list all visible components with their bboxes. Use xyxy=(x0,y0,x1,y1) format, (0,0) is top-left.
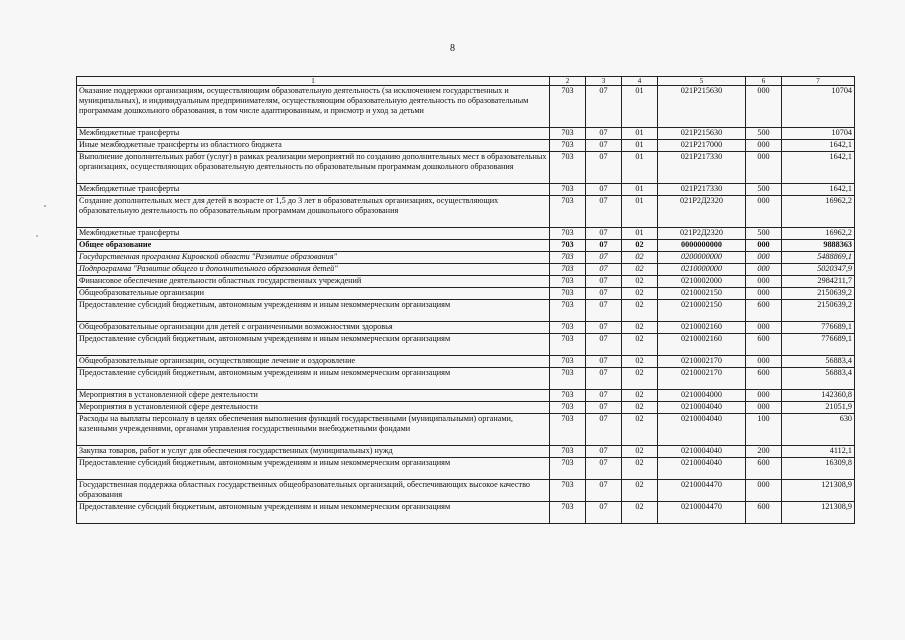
table-row xyxy=(77,300,855,322)
section-code-cell: 07 xyxy=(586,184,622,196)
target-item-code-cell: 0210000000 xyxy=(658,264,746,276)
subsection-code-cell: 01 xyxy=(622,196,658,228)
expense-type-code-cell: 600 xyxy=(746,334,782,356)
expense-type-code-cell: 000 xyxy=(746,276,782,288)
target-item-code-cell: 0210002150 xyxy=(658,300,746,322)
expense-name-cell: Общеобразовательные организации для детей с ограниченными возможностями здоровья xyxy=(77,322,550,334)
table-row xyxy=(77,322,855,334)
table-row xyxy=(77,414,855,446)
column-number: 6 xyxy=(746,77,782,86)
table-row xyxy=(77,264,855,276)
expense-name-cell: Предоставление субсидий бюджетным, автономным учреждениям и иным некоммерческим организациям xyxy=(77,334,550,356)
subsection-code-cell: 02 xyxy=(622,288,658,300)
department-code-cell: 703 xyxy=(550,300,586,322)
expense-type-code-cell: 000 xyxy=(746,152,782,184)
target-item-code-cell: 021Р2Д2320 xyxy=(658,196,746,228)
table-row xyxy=(77,184,855,196)
section-code-cell: 07 xyxy=(586,502,622,524)
column-number: 2 xyxy=(550,77,586,86)
subsection-code-cell: 01 xyxy=(622,184,658,196)
subsection-code-cell: 02 xyxy=(622,402,658,414)
amount-cell: 5020347,9 xyxy=(782,264,855,276)
department-code-cell: 703 xyxy=(550,414,586,446)
expense-name-cell: Государственная поддержка областных государственных общеобразовательных организаций, обеспечивающих высокое качество образования xyxy=(77,480,550,502)
expense-name-cell: Закупка товаров, работ и услуг для обеспечения государственных (муниципальных) нужд xyxy=(77,446,550,458)
column-number: 4 xyxy=(622,77,658,86)
column-number: 7 xyxy=(782,77,855,86)
target-item-code-cell: 0210002150 xyxy=(658,288,746,300)
column-number: 3 xyxy=(586,77,622,86)
subsection-code-cell: 01 xyxy=(622,228,658,240)
department-code-cell: 703 xyxy=(550,368,586,390)
table-row xyxy=(77,480,855,502)
subsection-code-cell: 02 xyxy=(622,458,658,480)
subsection-code-cell: 02 xyxy=(622,322,658,334)
expense-type-code-cell: 600 xyxy=(746,368,782,390)
target-item-code-cell: 021Р217330 xyxy=(658,184,746,196)
expense-type-code-cell: 500 xyxy=(746,128,782,140)
expense-type-code-cell: 600 xyxy=(746,458,782,480)
subsection-code-cell: 02 xyxy=(622,264,658,276)
department-code-cell: 703 xyxy=(550,480,586,502)
page-number: 8 xyxy=(450,43,455,54)
department-code-cell: 703 xyxy=(550,322,586,334)
expense-name-cell: Общее образование xyxy=(77,240,550,252)
section-code-cell: 07 xyxy=(586,140,622,152)
column-number-row xyxy=(77,77,855,86)
amount-cell: 5488869,1 xyxy=(782,252,855,264)
expense-type-code-cell: 000 xyxy=(746,390,782,402)
expense-name-cell: Выполнение дополнительных работ (услуг) в рамках реализации мероприятий по созданию дополнительных мест в образовательных организациях, осуществляющих образовательную деятельность по образовательным программам дошкольного образования xyxy=(77,152,550,184)
target-item-code-cell: 0200000000 xyxy=(658,252,746,264)
amount-cell: 142360,8 xyxy=(782,390,855,402)
section-code-cell: 07 xyxy=(586,446,622,458)
department-code-cell: 703 xyxy=(550,228,586,240)
expense-type-code-cell: 000 xyxy=(746,264,782,276)
expense-name-cell: Подпрограмма "Развитие общего и дополнительного образования детей" xyxy=(77,264,550,276)
department-code-cell: 703 xyxy=(550,458,586,480)
target-item-code-cell: 0210002000 xyxy=(658,276,746,288)
section-code-cell: 07 xyxy=(586,240,622,252)
scan-speck xyxy=(36,235,38,237)
department-code-cell: 703 xyxy=(550,356,586,368)
subsection-code-cell: 02 xyxy=(622,334,658,356)
expense-name-cell: Предоставление субсидий бюджетным, автономным учреждениям и иным некоммерческим организациям xyxy=(77,502,550,524)
amount-cell: 56883,4 xyxy=(782,368,855,390)
amount-cell: 10704 xyxy=(782,86,855,128)
target-item-code-cell: 0000000000 xyxy=(658,240,746,252)
subsection-code-cell: 01 xyxy=(622,86,658,128)
expense-type-code-cell: 000 xyxy=(746,252,782,264)
column-number: 5 xyxy=(658,77,746,86)
expense-type-code-cell: 000 xyxy=(746,356,782,368)
table-row xyxy=(77,252,855,264)
section-code-cell: 07 xyxy=(586,252,622,264)
amount-cell: 776689,1 xyxy=(782,334,855,356)
section-code-cell: 07 xyxy=(586,322,622,334)
expense-name-cell: Мероприятия в установленной сфере деятельности xyxy=(77,402,550,414)
department-code-cell: 703 xyxy=(550,240,586,252)
section-code-cell: 07 xyxy=(586,228,622,240)
section-code-cell: 07 xyxy=(586,196,622,228)
expense-name-cell: Оказание поддержки организациям, осуществляющим образовательную деятельность (за исключением государственных и муниципальных), и индивидуальным предпринимателям, осуществляющим образовательную деятельность по образовательным программам дошкольного образования, в том числе адаптированным, и присмотр и уход за детьми xyxy=(77,86,550,128)
subsection-code-cell: 02 xyxy=(622,240,658,252)
department-code-cell: 703 xyxy=(550,446,586,458)
subsection-code-cell: 02 xyxy=(622,368,658,390)
target-item-code-cell: 021Р2Д2320 xyxy=(658,228,746,240)
amount-cell: 1642,1 xyxy=(782,140,855,152)
table-row xyxy=(77,356,855,368)
target-item-code-cell: 0210004040 xyxy=(658,458,746,480)
table-row xyxy=(77,288,855,300)
department-code-cell: 703 xyxy=(550,152,586,184)
amount-cell: 121308,9 xyxy=(782,502,855,524)
department-code-cell: 703 xyxy=(550,86,586,128)
target-item-code-cell: 021Р217000 xyxy=(658,140,746,152)
expense-name-cell: Иные межбюджетные трансферты из областного бюджета xyxy=(77,140,550,152)
expense-name-cell: Общеобразовательные организации xyxy=(77,288,550,300)
target-item-code-cell: 0210002160 xyxy=(658,334,746,356)
section-code-cell: 07 xyxy=(586,356,622,368)
expense-type-code-cell: 600 xyxy=(746,300,782,322)
budget-table xyxy=(76,76,855,524)
target-item-code-cell: 0210004470 xyxy=(658,502,746,524)
table-row xyxy=(77,390,855,402)
subsection-code-cell: 01 xyxy=(622,128,658,140)
scan-speck xyxy=(44,205,46,207)
section-code-cell: 07 xyxy=(586,334,622,356)
section-code-cell: 07 xyxy=(586,86,622,128)
expense-name-cell: Создание дополнительных мест для детей в возрасте от 1,5 до 3 лет в образовательных организациях, осуществляющих образовательную деятельность по образовательным программам дошкольного образования xyxy=(77,196,550,228)
section-code-cell: 07 xyxy=(586,368,622,390)
budget-table-body xyxy=(77,77,855,524)
target-item-code-cell: 0210002170 xyxy=(658,368,746,390)
table-row xyxy=(77,140,855,152)
section-code-cell: 07 xyxy=(586,458,622,480)
section-code-cell: 07 xyxy=(586,152,622,184)
column-number: 1 xyxy=(77,77,550,86)
expense-name-cell: Межбюджетные трансферты xyxy=(77,184,550,196)
department-code-cell: 703 xyxy=(550,390,586,402)
table-row xyxy=(77,276,855,288)
amount-cell: 16962,2 xyxy=(782,196,855,228)
amount-cell: 2150639,2 xyxy=(782,300,855,322)
table-row xyxy=(77,402,855,414)
section-code-cell: 07 xyxy=(586,128,622,140)
expense-name-cell: Расходы на выплаты персоналу в целях обеспечения выполнения функций государственными (муниципальными) органами, казенными учреждениями, органами управления государственными внебюджетными фондами xyxy=(77,414,550,446)
amount-cell: 56883,4 xyxy=(782,356,855,368)
section-code-cell: 07 xyxy=(586,276,622,288)
target-item-code-cell: 0210004040 xyxy=(658,414,746,446)
amount-cell: 776689,1 xyxy=(782,322,855,334)
amount-cell: 2150639,2 xyxy=(782,288,855,300)
subsection-code-cell: 02 xyxy=(622,356,658,368)
amount-cell: 16962,2 xyxy=(782,228,855,240)
table-row xyxy=(77,446,855,458)
expense-type-code-cell: 200 xyxy=(746,446,782,458)
expense-type-code-cell: 600 xyxy=(746,502,782,524)
target-item-code-cell: 0210002170 xyxy=(658,356,746,368)
section-code-cell: 07 xyxy=(586,414,622,446)
department-code-cell: 703 xyxy=(550,276,586,288)
section-code-cell: 07 xyxy=(586,390,622,402)
amount-cell: 16309,8 xyxy=(782,458,855,480)
subsection-code-cell: 01 xyxy=(622,140,658,152)
table-row xyxy=(77,334,855,356)
subsection-code-cell: 02 xyxy=(622,276,658,288)
table-row xyxy=(77,502,855,524)
table-row xyxy=(77,458,855,480)
target-item-code-cell: 0210004470 xyxy=(658,480,746,502)
section-code-cell: 07 xyxy=(586,300,622,322)
section-code-cell: 07 xyxy=(586,402,622,414)
expense-type-code-cell: 000 xyxy=(746,402,782,414)
expense-type-code-cell: 000 xyxy=(746,480,782,502)
target-item-code-cell: 021Р215630 xyxy=(658,86,746,128)
subsection-code-cell: 02 xyxy=(622,390,658,402)
department-code-cell: 703 xyxy=(550,196,586,228)
table-row xyxy=(77,368,855,390)
expense-type-code-cell: 000 xyxy=(746,86,782,128)
department-code-cell: 703 xyxy=(550,252,586,264)
expense-type-code-cell: 000 xyxy=(746,322,782,334)
expense-name-cell: Межбюджетные трансферты xyxy=(77,128,550,140)
amount-cell: 4112,1 xyxy=(782,446,855,458)
target-item-code-cell: 0210002160 xyxy=(658,322,746,334)
subsection-code-cell: 02 xyxy=(622,446,658,458)
amount-cell: 9888363 xyxy=(782,240,855,252)
expense-name-cell: Мероприятия в установленной сфере деятельности xyxy=(77,390,550,402)
subsection-code-cell: 02 xyxy=(622,252,658,264)
expense-name-cell: Финансовое обеспечение деятельности областных государственных учреждений xyxy=(77,276,550,288)
expense-type-code-cell: 000 xyxy=(746,288,782,300)
target-item-code-cell: 021Р215630 xyxy=(658,128,746,140)
expense-name-cell: Общеобразовательные организации, осуществляющие лечение и оздоровление xyxy=(77,356,550,368)
expense-type-code-cell: 500 xyxy=(746,184,782,196)
target-item-code-cell: 021Р217330 xyxy=(658,152,746,184)
subsection-code-cell: 02 xyxy=(622,480,658,502)
table-row xyxy=(77,196,855,228)
table-row xyxy=(77,240,855,252)
target-item-code-cell: 0210004000 xyxy=(658,390,746,402)
department-code-cell: 703 xyxy=(550,334,586,356)
amount-cell: 1642,1 xyxy=(782,152,855,184)
section-code-cell: 07 xyxy=(586,264,622,276)
department-code-cell: 703 xyxy=(550,140,586,152)
expense-type-code-cell: 000 xyxy=(746,140,782,152)
expense-type-code-cell: 000 xyxy=(746,196,782,228)
subsection-code-cell: 01 xyxy=(622,152,658,184)
amount-cell: 10704 xyxy=(782,128,855,140)
table-row xyxy=(77,228,855,240)
expense-name-cell: Межбюджетные трансферты xyxy=(77,228,550,240)
table-row xyxy=(77,152,855,184)
expense-type-code-cell: 100 xyxy=(746,414,782,446)
amount-cell: 2984211,7 xyxy=(782,276,855,288)
expense-name-cell: Государственная программа Кировской области "Развитие образования" xyxy=(77,252,550,264)
subsection-code-cell: 02 xyxy=(622,300,658,322)
department-code-cell: 703 xyxy=(550,402,586,414)
department-code-cell: 703 xyxy=(550,502,586,524)
amount-cell: 630 xyxy=(782,414,855,446)
amount-cell: 121308,9 xyxy=(782,480,855,502)
expense-name-cell: Предоставление субсидий бюджетным, автономным учреждениям и иным некоммерческим организациям xyxy=(77,458,550,480)
amount-cell: 21051,9 xyxy=(782,402,855,414)
section-code-cell: 07 xyxy=(586,480,622,502)
department-code-cell: 703 xyxy=(550,264,586,276)
table-row xyxy=(77,128,855,140)
target-item-code-cell: 0210004040 xyxy=(658,446,746,458)
expense-type-code-cell: 500 xyxy=(746,228,782,240)
expense-name-cell: Предоставление субсидий бюджетным, автономным учреждениям и иным некоммерческим организациям xyxy=(77,368,550,390)
amount-cell: 1642,1 xyxy=(782,184,855,196)
expense-name-cell: Предоставление субсидий бюджетным, автономным учреждениям и иным некоммерческим организациям xyxy=(77,300,550,322)
department-code-cell: 703 xyxy=(550,128,586,140)
target-item-code-cell: 0210004040 xyxy=(658,402,746,414)
subsection-code-cell: 02 xyxy=(622,414,658,446)
department-code-cell: 703 xyxy=(550,288,586,300)
subsection-code-cell: 02 xyxy=(622,502,658,524)
expense-type-code-cell: 000 xyxy=(746,240,782,252)
section-code-cell: 07 xyxy=(586,288,622,300)
table-row xyxy=(77,86,855,128)
department-code-cell: 703 xyxy=(550,184,586,196)
